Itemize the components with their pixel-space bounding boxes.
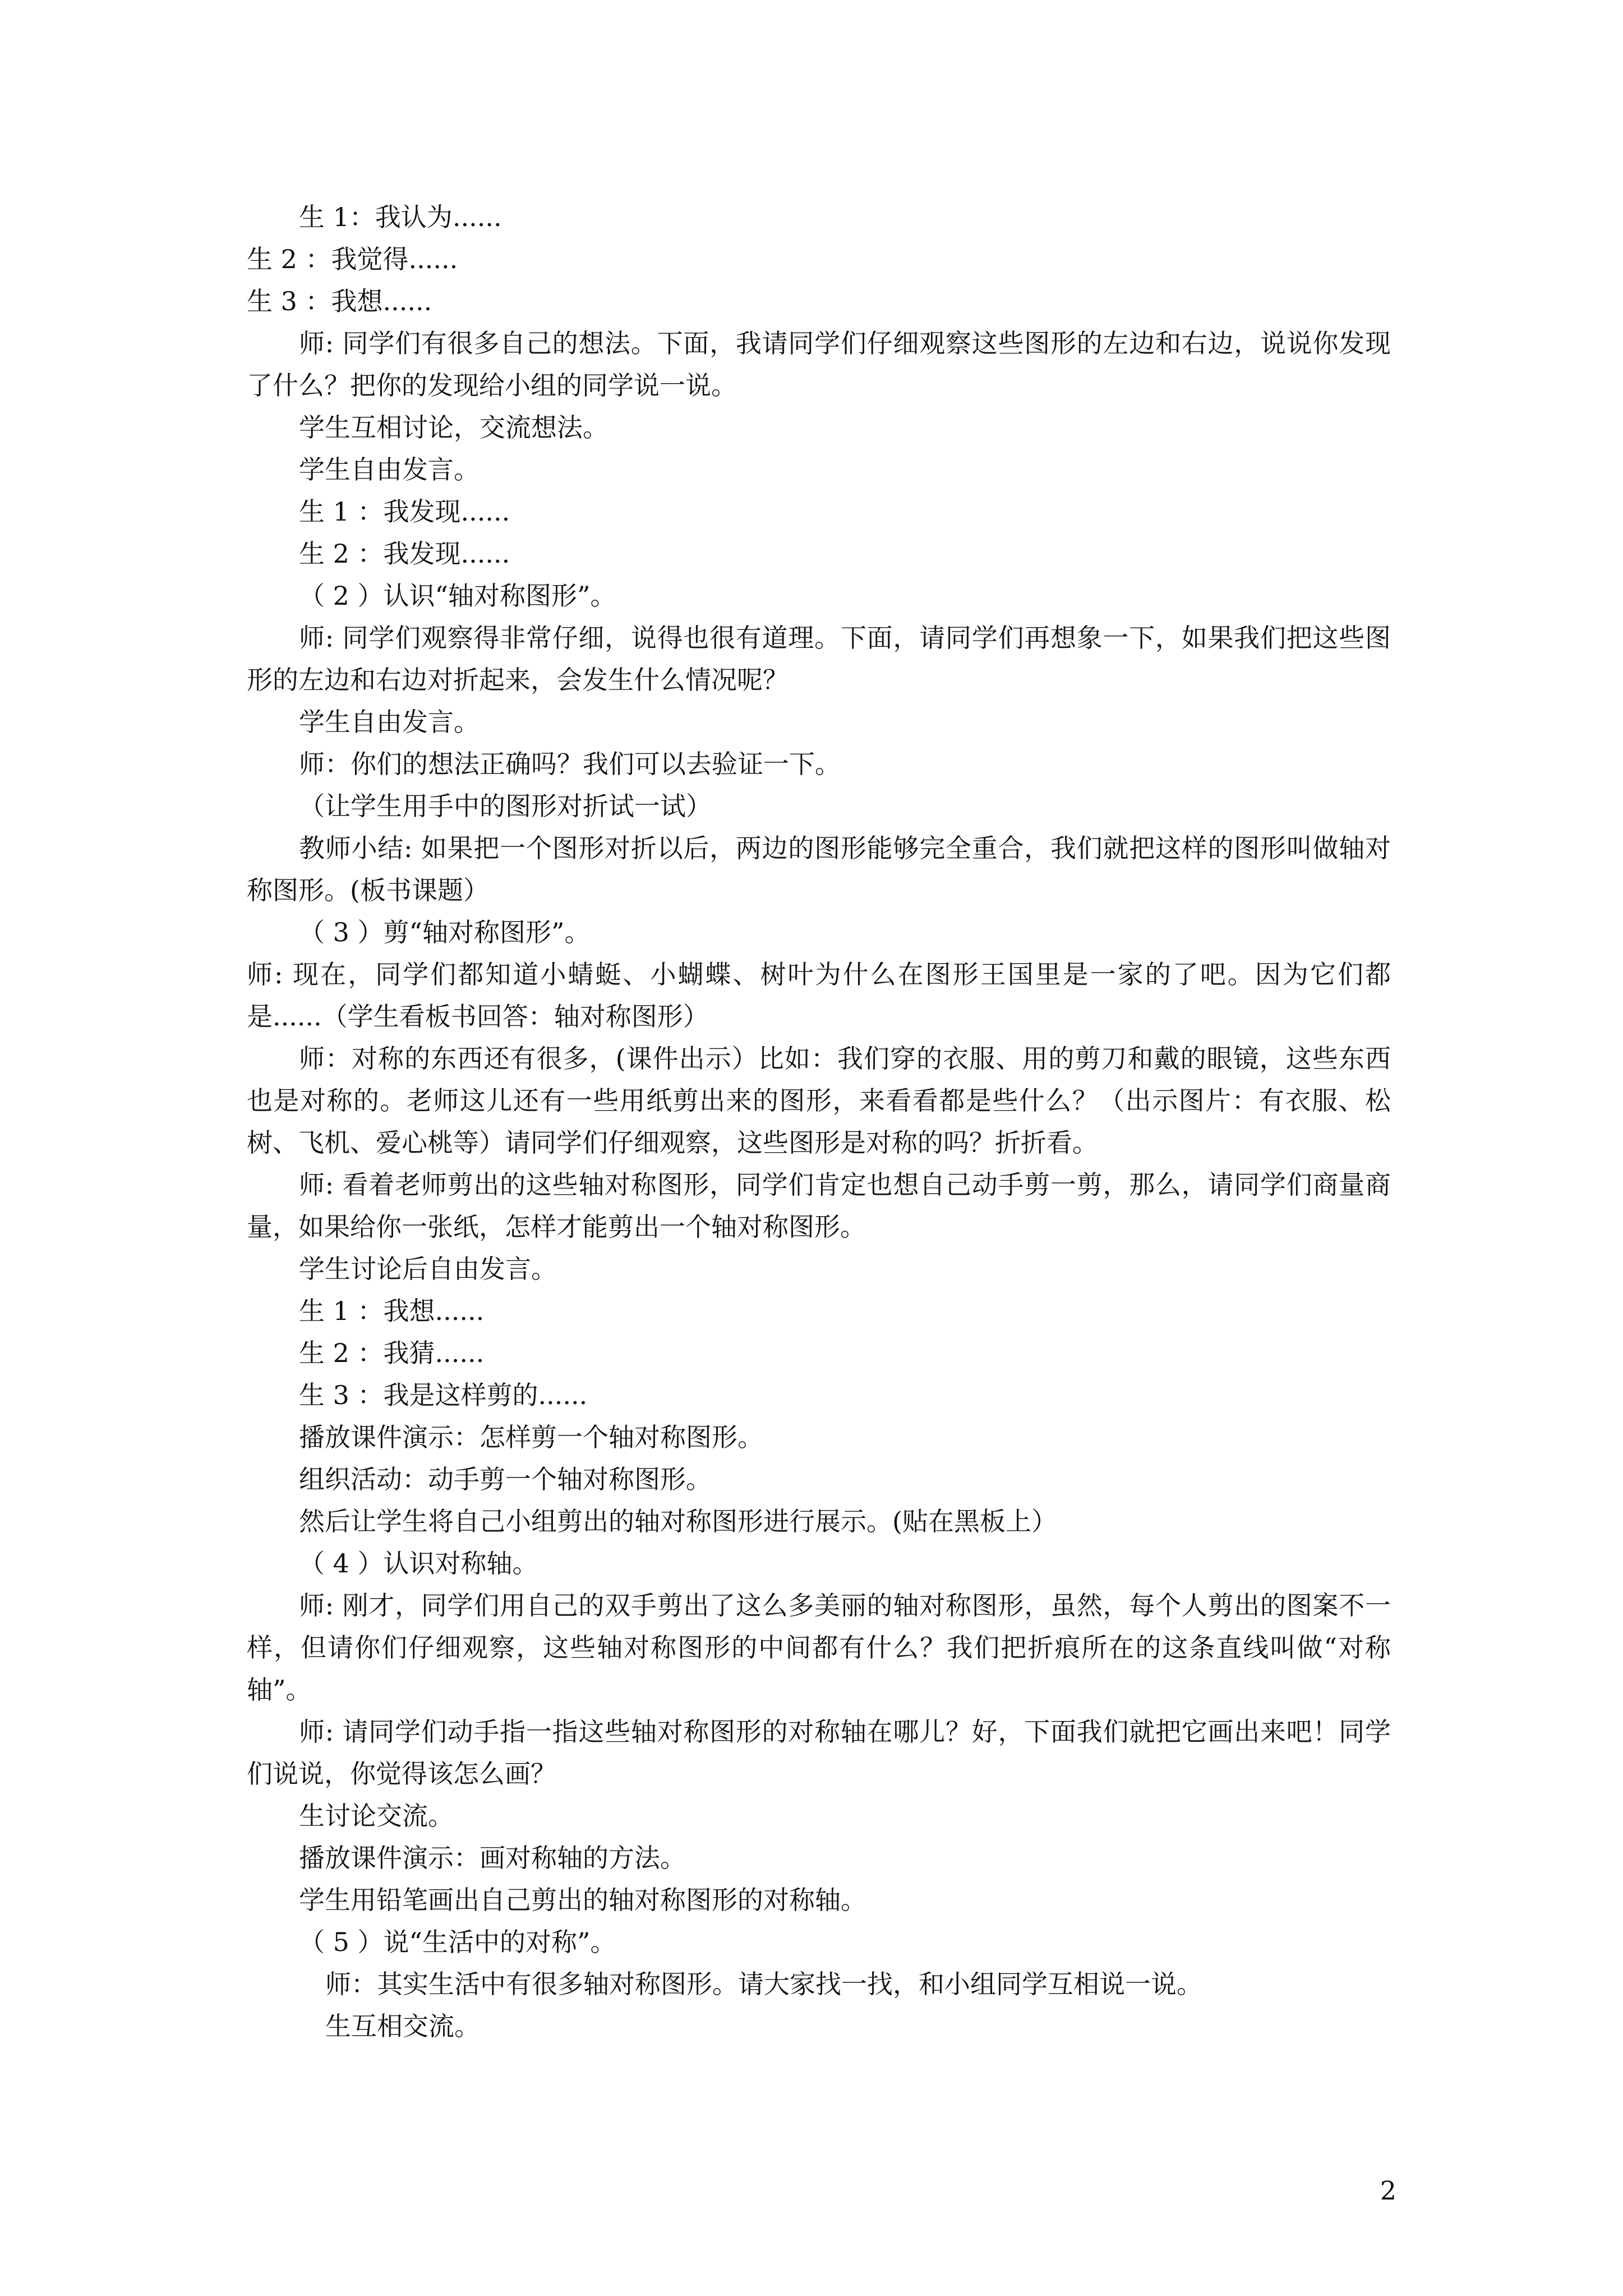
paragraph: （ 5 ）说“生活中的对称”。 <box>299 1927 616 1957</box>
paragraph: （ 4 ）认识对称轴。 <box>299 1548 538 1579</box>
paragraph: 生讨论交流。 <box>299 1801 454 1831</box>
paragraph: 生 2 ：我觉得...... <box>247 244 458 274</box>
paragraph: 师：对称的东西还有很多，(课件出示）比如：我们穿的衣服、用的剪刀和戴的眼镜，这些东西也是对称的。老师这儿还有一些用纸剪出来的图形，来看看都是些什么？（出示图片：有衣服、松树、飞机、爱心桃等）请同学们仔细观察，这些图形是对称的吗？折折看。 <box>247 1043 1391 1158</box>
paragraph: 教师小结: 如果把一个图形对折以后，两边的图形能够完全重合，我们就把这样的图形叫做轴对称图形。(板书课题） <box>247 833 1391 905</box>
paragraph: 师：其实生活中有很多轴对称图形。请大家找一找，和小组同学互相说一说。 <box>325 1969 1202 1999</box>
paragraph: 生 2 ：我发现...... <box>299 539 510 569</box>
paragraph: 师: 请同学们动手指一指这些轴对称图形的对称轴在哪儿？好，下面我们就把它画出来吧！同学们说说，你觉得该怎么画？ <box>247 1717 1391 1789</box>
page-number: 2 <box>1380 2175 1396 2206</box>
paragraph: 师: 看着老师剪出的这些轴对称图形，同学们肯定也想自己动手剪一剪，那么，请同学们商量商量，如果给你一张纸，怎样才能剪出一个轴对称图形。 <box>247 1170 1391 1242</box>
paragraph: 生 2 ：我猜...... <box>299 1338 485 1368</box>
paragraph: 学生自由发言。 <box>299 454 479 485</box>
paragraph: 生 3 ：我想...... <box>247 286 432 316</box>
paragraph: 播放课件演示：怎样剪一个轴对称图形。 <box>299 1422 763 1452</box>
paragraph: 师: 同学们有很多自己的想法。下面，我请同学们仔细观察这些图形的左边和右边，说说你发现了什么？把你的发现给小组的同学说一说。 <box>247 328 1391 401</box>
paragraph: （ 3 ）剪“轴对称图形”。 <box>299 917 591 947</box>
paragraph: 然后让学生将自己小组剪出的轴对称图形进行展示。(贴在黑板上） <box>299 1506 1057 1536</box>
paragraph: （让学生用手中的图形对折试一试） <box>299 791 712 821</box>
paragraph: 播放课件演示：画对称轴的方法。 <box>299 1843 686 1873</box>
paragraph: 学生自由发言。 <box>299 707 479 737</box>
paragraph: 师: 现在，同学们都知道小蜻蜓、小蝴蝶、树叶为什么在图形王国里是一家的了吧。因为它们都是......（学生看板书回答：轴对称图形） <box>247 959 1391 1032</box>
paragraph: 生 3 ：我是这样剪的...... <box>299 1380 588 1410</box>
paragraph: 师: 同学们观察得非常仔细，说得也很有道理。下面，请同学们再想象一下，如果我们把这些图形的左边和右边对折起来，会发生什么情况呢？ <box>247 623 1391 695</box>
paragraph: 组织活动：动手剪一个轴对称图形。 <box>299 1464 712 1494</box>
paragraph: 生 1 ：我发现...... <box>299 496 510 527</box>
paragraph: 学生互相讨论，交流想法。 <box>299 412 608 443</box>
paragraph: 学生讨论后自由发言。 <box>299 1254 557 1284</box>
paragraph: 生 1：我认为...... <box>299 202 502 232</box>
paragraph: 生互相交流。 <box>325 2011 480 2041</box>
paragraph: 生 1 ：我想...... <box>299 1296 485 1326</box>
document-body <box>247 196 1391 2047</box>
paragraph: 师: 刚才，同学们用自己的双手剪出了这么多美丽的轴对称图形，虽然，每个人剪出的图案不一样，但请你们仔细观察，这些轴对称图形的中间都有什么？我们把折痕所在的这条直线叫做“对称轴”。 <box>247 1590 1391 1705</box>
paragraph: （ 2 ）认识“轴对称图形”。 <box>299 581 616 611</box>
paragraph: 学生用铅笔画出自己剪出的轴对称图形的对称轴。 <box>299 1885 866 1915</box>
paragraph: 师：你们的想法正确吗？我们可以去验证一下。 <box>299 749 841 779</box>
